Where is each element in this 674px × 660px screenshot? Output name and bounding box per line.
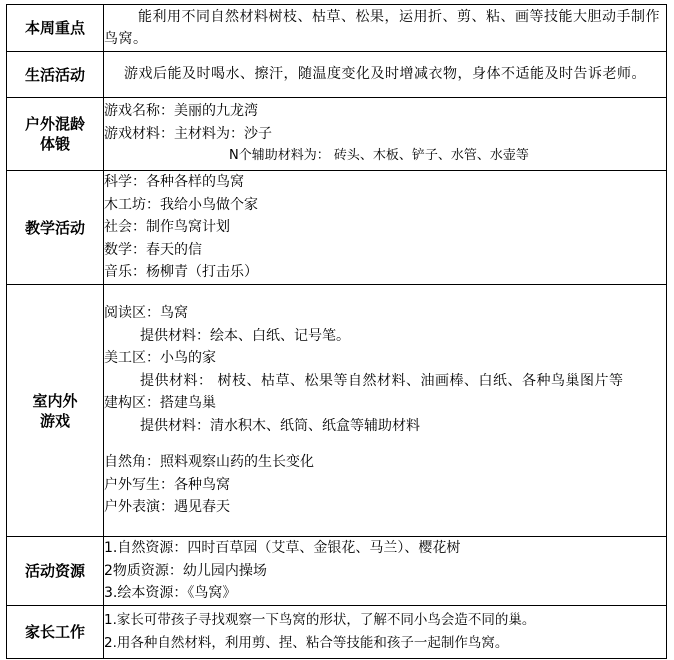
teaching-item: 科学：各种各样的鸟窝 <box>104 174 244 191</box>
teaching-item: 社会：制作鸟窝计划 <box>104 219 230 236</box>
parent-item: 2.用各种自然材料，利用剪、捏、粘合等技能和孩子一起制作鸟窝。 <box>104 634 509 651</box>
row-parents <box>7 605 667 658</box>
resource-item: 2物质资源：幼儿园内操场 <box>104 562 267 579</box>
content-focus <box>104 5 667 52</box>
weekly-plan-table <box>6 4 667 659</box>
focus-text: 能利用不同自然材料树枝、枯草、松果，运用折、剪、粘、画等技能大胆动手制作鸟窝。 <box>104 8 660 47</box>
games-performance: 户外表演：遇见春天 <box>104 499 230 516</box>
teaching-item: 木工坊：我给小鸟做个家 <box>104 196 258 213</box>
content-life <box>104 52 667 98</box>
label-outdoor <box>7 98 104 171</box>
row-outdoor <box>7 98 667 171</box>
label-resources: 活动资源 <box>7 537 104 606</box>
parent-item: 1.家长可带孩子寻找观察一下鸟窝的形状，了解不同小鸟会造不同的巢。 <box>104 612 536 628</box>
content-outdoor <box>104 98 667 171</box>
row-life <box>7 52 667 98</box>
outdoor-material-aux: N个辅助材料为： 砖头、木板、铲子、水管、水壶等 <box>229 148 529 164</box>
label-parents: 家长工作 <box>7 605 104 658</box>
label-focus: 本周重点 <box>7 5 104 52</box>
row-teaching <box>7 171 667 285</box>
life-text: 游戏后能及时喝水、擦汗，随温度变化及时增减衣物，身体不适能及时告诉老师。 <box>124 66 646 83</box>
games-art-materials: 提供材料： 树枝、枯草、松果等自然材料、油画棒、白纸、各种鸟巢图片等 <box>140 372 624 389</box>
label-teaching: 教学活动 <box>7 171 104 285</box>
row-resources <box>7 537 667 606</box>
games-reading-materials: 提供材料：绘本、白纸、记号笔。 <box>140 327 350 344</box>
label-life: 生活活动 <box>7 52 104 98</box>
games-reading-area: 阅读区：鸟窝 <box>104 305 188 322</box>
games-art-area: 美工区：小鸟的家 <box>104 350 216 367</box>
resource-item: 3.绘本资源：《鸟窝》 <box>104 585 237 601</box>
outdoor-game-name: 游戏名称：美丽的九龙湾 <box>104 103 258 120</box>
content-games <box>104 285 667 537</box>
spacer <box>104 437 666 451</box>
outdoor-material-main: 游戏材料：主材料为：沙子 <box>104 125 272 142</box>
teaching-item: 数学：春天的信 <box>104 241 202 258</box>
row-games <box>7 285 667 537</box>
content-resources <box>104 537 667 606</box>
label-outdoor-line2: 体锻 <box>39 135 70 153</box>
games-nature-corner: 自然角：照料观察山药的生长变化 <box>104 454 314 471</box>
label-games-line2: 游戏 <box>39 411 70 430</box>
label-games-line1: 室内外 <box>32 391 78 410</box>
games-sketch: 户外写生：各种鸟窝 <box>104 476 230 493</box>
label-games <box>7 285 104 537</box>
resource-item: 1.自然资源：四时百草园（艾草、金银花、马兰）、樱花树 <box>104 540 461 556</box>
games-build-materials: 提供材料：清水积木、纸筒、纸盒等辅助材料 <box>140 417 420 434</box>
teaching-item: 音乐：杨柳青（打击乐） <box>104 264 258 281</box>
content-parents <box>104 605 667 658</box>
row-focus <box>7 5 667 52</box>
games-build-area: 建构区：搭建鸟巢 <box>104 395 216 412</box>
content-teaching <box>104 171 667 285</box>
label-outdoor-line1: 户外混龄 <box>24 115 85 133</box>
